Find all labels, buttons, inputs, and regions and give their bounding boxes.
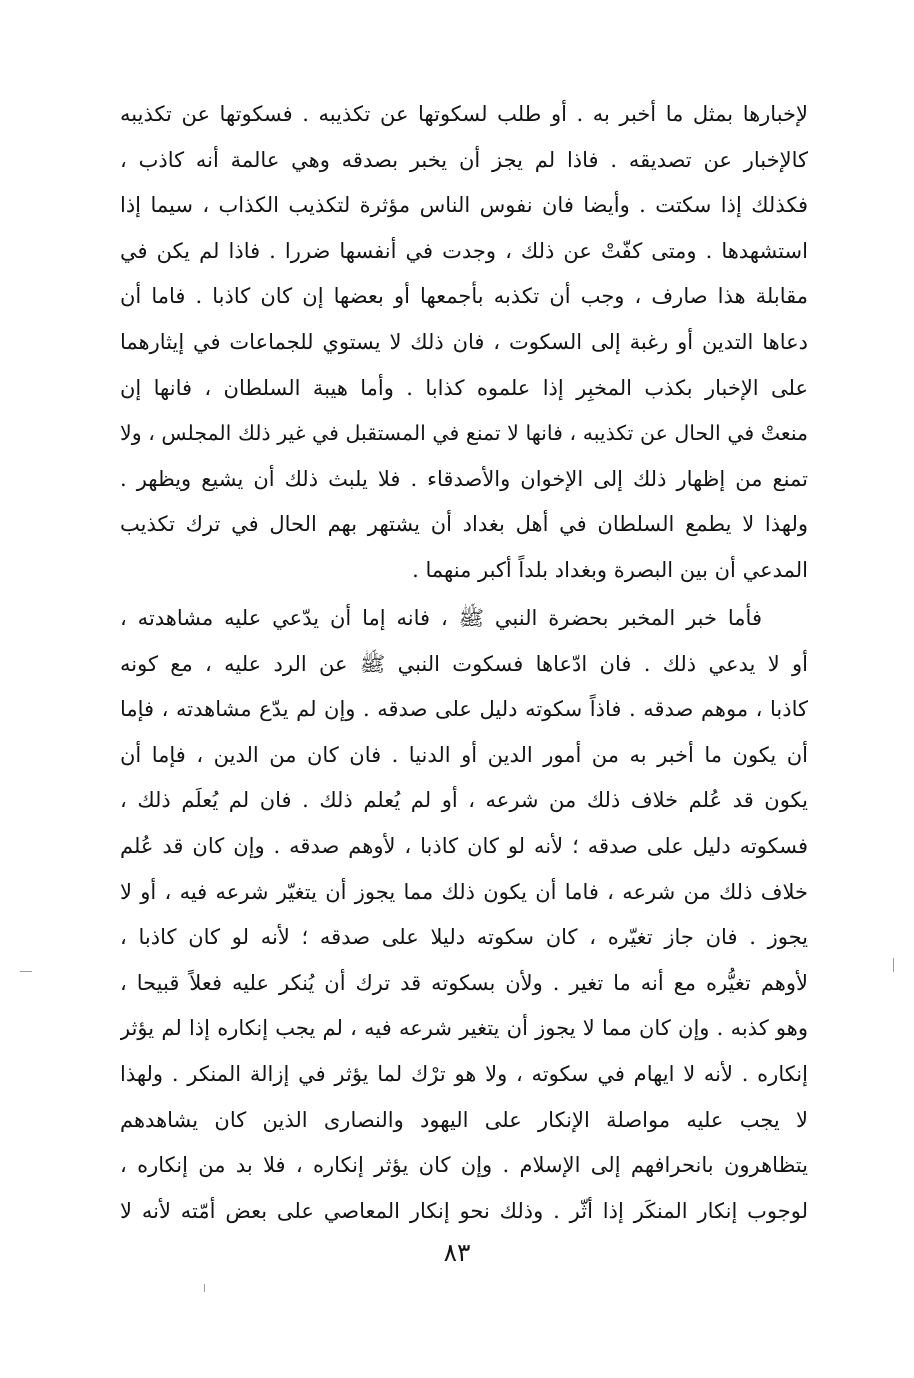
text-line: فأما خبر المخبر بحضرة النبي ﷺ ، فانه إما أن يدّعي عليه مشاهدته ، bbox=[120, 606, 762, 630]
text-line: أن يكون ما أخبر به من أمور الدين أو الدنيا . فان كان من الدين ، فإما أن bbox=[120, 742, 808, 767]
page-number: ٨٣ bbox=[443, 1238, 471, 1267]
text-line: على الإخبار بكذب المخبِر إذا علموه كذابا . وأما هيبة السلطان ، فانها إن bbox=[120, 375, 808, 400]
text-line: إنكاره . لأنه لا ايهام في سكوته ، ولا هو ترْك لما يؤثر في إزالة المنكر . ولهذا bbox=[120, 1061, 808, 1086]
text-line: استشهدها . ومتى كفّتْ عن ذلك ، وجدت في أنفسها ضررا . فاذا لم يكن في bbox=[120, 238, 808, 263]
scan-artifact bbox=[204, 1284, 205, 1292]
text-line: لا يجب عليه مواصلة الإنكار على اليهود والنصارى الذين كان يشاهدهم bbox=[120, 1107, 808, 1132]
text-line: لوجوب إنكار المنكَر إذا أثّر . وذلك نحو إنكار المعاصي على بعض أمّته لأنه لا bbox=[120, 1198, 808, 1223]
text-line: أو لا يدعي ذلك . فان ادّعاها فسكوت النبي ﷺ عن الرد عليه ، مع كونه bbox=[120, 651, 808, 676]
text-line: لإخبارها بمثل ما أخبر به . أو طلب لسكوتها عن تكذيبه . فسكوتها عن تكذيبه bbox=[120, 102, 808, 126]
scan-artifact bbox=[893, 958, 894, 972]
text-line: لأوهم تغيُّره مع أنه ما تغير . ولأن بسكوته قد ترك أن يُنكر عليه فعلاً قبيحا ، bbox=[120, 970, 808, 995]
paragraph-2 bbox=[120, 596, 808, 1234]
text-line: خلاف ذلك من شرعه ، فاما أن يكون ذلك مما يجوز أن يتغيّر شرعه فيه ، أو لا bbox=[120, 879, 808, 904]
text-line: يكون قد عُلم خلاف ذلك من شرعه ، أو لم يُعلم ذلك . فان لم يُعلَم ذلك ، bbox=[120, 788, 808, 813]
text-line: مقابلة هذا صارف ، وجب أن تكذبه بأجمعها أو بعضها إن كان كاذبا . فاما أن bbox=[120, 284, 808, 309]
text-line: منعتْ في الحال عن تكذيبه ، فانها لا تمنع في المستقبل في غير ذلك المجلس ، ولا bbox=[120, 421, 808, 446]
text-line: ولهذا لا يطمع السلطان في أهل بغداد أن يشتهر بهم الحال في ترك تكذيب bbox=[120, 512, 808, 537]
text-line: فكذلك إذا سكتت . وأيضا فان نفوس الناس مؤثرة لتكذيب الكذاب ، سيما إذا bbox=[120, 193, 808, 218]
paragraph-1 bbox=[120, 92, 808, 594]
text-line: تمنع من إظهار ذلك إلى الإخوان والأصدقاء . فلا يلبث ذلك أن يشيع ويظهر . bbox=[120, 466, 808, 491]
scan-artifact bbox=[20, 971, 32, 972]
text-line: يجوز . فان جاز تغيّره ، كان سكوته دليلا على صدقه ؛ لأنه لو كان كاذبا ، bbox=[120, 925, 808, 950]
text-line: وهو كذبه . وإن كان مما لا يجوز أن يتغير شرعه فيه ، لم يجب إنكاره إذا لم يؤثر bbox=[120, 1016, 808, 1041]
text-line: دعاها التدين أو رغبة إلى السكوت ، فان ذلك لا يستوي للجماعات في إيثارهما bbox=[120, 329, 808, 354]
text-line: فسكوته دليل على صدقه ؛ لأنه لو كان كاذبا ، لأوهم صدقه . وإن كان قد عُلم bbox=[120, 833, 808, 858]
text-line: كاذبا ، موهم صدقه . فاذاً سكوته دليل على صدقه . وإن لم يدّع مشاهدته ، فإما bbox=[120, 697, 808, 722]
text-line: كالإخبار عن تصديقه . فاذا لم يجز أن يخبر بصدقه وهي عالمة أنه كاذب ، bbox=[120, 147, 808, 172]
text-line: المدعي أن بين البصرة وبغداد بلداً أكبر منهما . bbox=[412, 557, 808, 582]
text-line: يتظاهرون بانحرافهم إلى الإسلام . وإن كان يؤثر إنكاره ، فلا بد من إنكاره ، bbox=[120, 1153, 808, 1178]
